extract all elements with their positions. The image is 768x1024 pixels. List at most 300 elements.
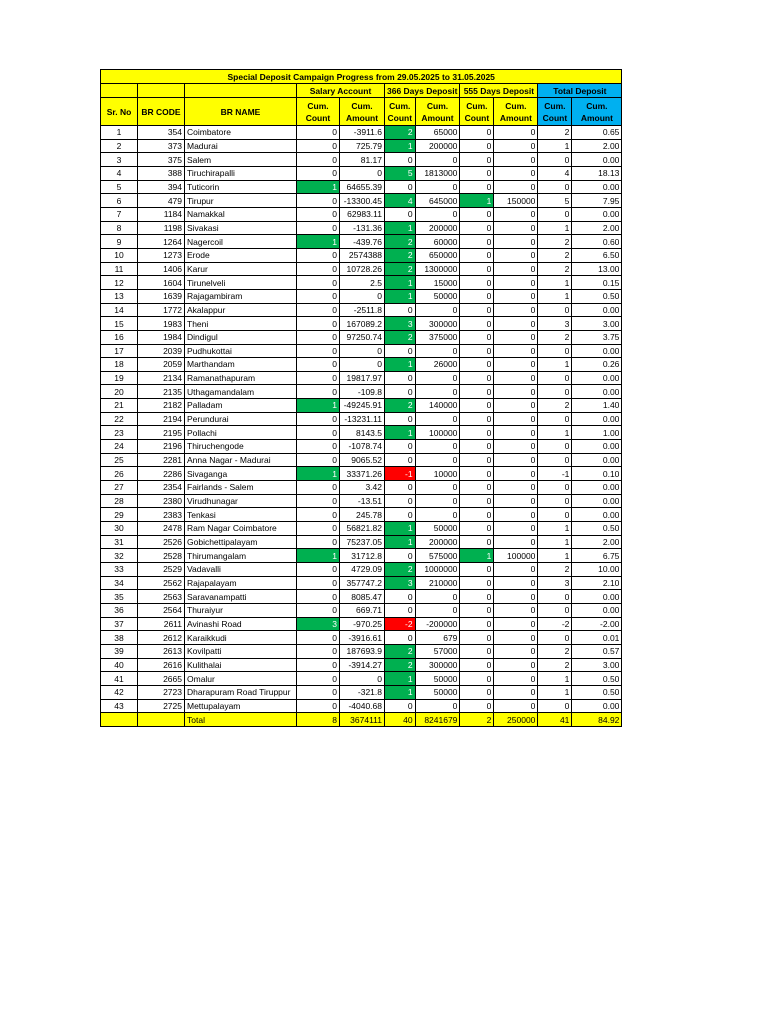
d366-cum-count-cell: 2 [385,330,416,344]
total-cum-amount-cell: 0.00 [572,590,622,604]
br-code-cell: 375 [138,153,185,167]
total-cum-amount-cell: 2.00 [572,221,622,235]
sr-no-cell: 40 [101,658,138,672]
d366-cum-amount-cell: 60000 [415,235,460,249]
d555-cum-amount-cell: 0 [494,426,538,440]
d555-cum-amount-cell: 0 [494,672,538,686]
total-cum-amount-cell: 0.50 [572,289,622,303]
total-cum-count-cell: 3 [538,317,572,331]
sr-no-cell: 1 [101,126,138,140]
d366-cum-amount-cell: 50000 [415,685,460,699]
total-cum-amount-cell: 6.75 [572,549,622,563]
d366-cum-amount-cell: 50000 [415,289,460,303]
table-row [101,235,622,249]
br-code-cell: 1406 [138,262,185,276]
branch-rows [101,126,622,713]
d555-cum-amount-cell: 0 [494,248,538,262]
salary-cum-count-cell: 0 [297,126,340,140]
total-cum-count-cell: 1 [538,221,572,235]
total-cum-amount-cell: 0.50 [572,672,622,686]
salary-cum-amount-cell: -1078.74 [340,440,385,454]
salary-cum-amount-cell: 167089.2 [340,317,385,331]
br-name-cell: Pollachi [185,426,297,440]
salary-cum-count-cell: 0 [297,508,340,522]
d555-cum-amount-cell: 0 [494,207,538,221]
salary-cum-amount-cell: 357747.2 [340,576,385,590]
total-cum-count-cell: 3 [538,576,572,590]
br-code-cell: 2134 [138,371,185,385]
br-name-cell: Virudhunagar [185,494,297,508]
table-row [101,399,622,413]
d555-cum-amount-cell: 0 [494,535,538,549]
salary-cum-count-cell: 0 [297,248,340,262]
d366-cum-amount-cell: 200000 [415,221,460,235]
salary-cum-amount-cell: 64655.39 [340,180,385,194]
sr-no-cell: 25 [101,453,138,467]
salary-cum-amount-cell: 0 [340,358,385,372]
salary-cum-count-cell: 1 [297,235,340,249]
table-row [101,467,622,481]
br-code-cell: 2528 [138,549,185,563]
sr-no-cell: 31 [101,535,138,549]
d366-cum-count-cell: 0 [385,590,416,604]
br-name-cell: Palladam [185,399,297,413]
table-row [101,385,622,399]
br-code-cell: 2195 [138,426,185,440]
sr-no-cell: 33 [101,563,138,577]
d366-cum-amount-cell: 650000 [415,248,460,262]
d555-cum-amount-cell: 0 [494,385,538,399]
d555-cum-amount-cell: 0 [494,262,538,276]
d555-cum-amount-cell: 0 [494,440,538,454]
d555-cum-count-cell: 0 [460,358,494,372]
table-row [101,289,622,303]
555-days-deposit-header: 555 Days Deposit [460,84,538,98]
sr-no-cell: 21 [101,399,138,413]
table-row [101,139,622,153]
d555-cum-amount-cell: 0 [494,494,538,508]
salary-cum-amount-cell: 19817.97 [340,371,385,385]
d555-cum-count-cell: 0 [460,399,494,413]
d366-cum-count-cell: 0 [385,631,416,645]
salary-cum-amount-cell: -13300.45 [340,194,385,208]
br-code-cell: 373 [138,139,185,153]
d555-cum-count-cell: 0 [460,522,494,536]
total-cum-count-cell: -2 [538,617,572,631]
salary-cum-count-cell: 0 [297,699,340,713]
total-cum-count-cell: 0 [538,453,572,467]
d555-cum-count-cell: 0 [460,412,494,426]
salary-cum-amount-cell: 2.5 [340,276,385,290]
d366-cum-amount-cell: 200000 [415,535,460,549]
br-name-cell: Marthandam [185,358,297,372]
total-cum-count-cell: 0 [538,303,572,317]
sr-no-cell: 38 [101,631,138,645]
total-cum-amount-cell: 0.01 [572,631,622,645]
sr-no-cell: 27 [101,481,138,495]
d366-cum-count-cell: 1 [385,139,416,153]
br-code-cell: 354 [138,126,185,140]
salary-cum-amount-cell: 4729.09 [340,563,385,577]
total-cum-count-cell: 0 [538,481,572,495]
blank-header-cell [185,84,297,98]
total-cum-count-cell: 2 [538,563,572,577]
d555-cum-amount-header: Cum. Amount [494,98,538,126]
salary-cum-amount-cell: 9065.52 [340,453,385,467]
d555-cum-amount-cell: 0 [494,453,538,467]
d366-cum-amount-cell: 0 [415,481,460,495]
total-cum-amount-cell: 0.60 [572,235,622,249]
total-cum-count-cell: 1 [538,139,572,153]
br-name-cell: Theni [185,317,297,331]
br-code-cell: 2281 [138,453,185,467]
table-row [101,426,622,440]
total-cum-count-cell: 0 [538,699,572,713]
total-cum-amount-cell: 6.50 [572,248,622,262]
total-cum-amount-cell: 0.00 [572,494,622,508]
salary-cum-amount-cell: 187693.9 [340,644,385,658]
sr-no-cell: 9 [101,235,138,249]
d555-cum-count-cell: 0 [460,180,494,194]
d555-cum-count-cell: 1 [460,549,494,563]
total-cum-count-cell: 1 [538,672,572,686]
total-555-count: 2 [460,713,494,727]
d366-cum-count-cell: 2 [385,262,416,276]
d555-cum-amount-cell: 0 [494,289,538,303]
br-code-cell: 2526 [138,535,185,549]
sr-no-cell: 24 [101,440,138,454]
d555-cum-amount-cell: 0 [494,522,538,536]
total-salary-count: 8 [297,713,340,727]
d366-cum-amount-cell: 100000 [415,426,460,440]
sr-no-cell: 36 [101,603,138,617]
sr-no-cell: 35 [101,590,138,604]
total-cum-amount-cell: 0.00 [572,481,622,495]
br-name-cell: Mettupalayam [185,699,297,713]
d555-cum-count-cell: 0 [460,166,494,180]
salary-cum-amount-cell: 2574388 [340,248,385,262]
salary-cum-amount-cell: 0 [340,672,385,686]
salary-cum-amount-cell: -3911.6 [340,126,385,140]
total-cum-count-cell: 2 [538,644,572,658]
d555-cum-amount-cell: 0 [494,590,538,604]
br-name-cell: Tirupur [185,194,297,208]
salary-cum-amount-cell: 62983.11 [340,207,385,221]
d555-cum-count-cell: 0 [460,426,494,440]
d555-cum-count-cell: 0 [460,644,494,658]
salary-cum-count-cell: 0 [297,276,340,290]
table-row [101,344,622,358]
d555-cum-count-cell: 0 [460,289,494,303]
total-cum-count-cell: 0 [538,631,572,645]
sr-no-cell: 17 [101,344,138,358]
sr-no-cell: 32 [101,549,138,563]
d555-cum-count-cell: 0 [460,221,494,235]
d366-cum-count-cell: 4 [385,194,416,208]
salary-cum-count-cell: 0 [297,207,340,221]
salary-cum-count-cell: 0 [297,440,340,454]
salary-cum-count-cell: 0 [297,153,340,167]
table-row [101,276,622,290]
d366-cum-amount-cell: 210000 [415,576,460,590]
total-cum-count-cell: 0 [538,385,572,399]
salary-cum-count-cell: 1 [297,467,340,481]
d555-cum-amount-cell: 0 [494,576,538,590]
salary-cum-amount-cell: 75237.05 [340,535,385,549]
d555-cum-count-cell: 0 [460,576,494,590]
br-code-cell: 2563 [138,590,185,604]
d555-cum-amount-cell: 0 [494,344,538,358]
d555-cum-amount-cell: 0 [494,221,538,235]
d366-cum-amount-cell: 0 [415,153,460,167]
total-cum-amount-cell: 0.00 [572,303,622,317]
d366-cum-count-cell: 0 [385,153,416,167]
d555-cum-amount-cell: 0 [494,631,538,645]
table-row [101,303,622,317]
d555-cum-count-cell: 0 [460,590,494,604]
d555-cum-amount-cell: 0 [494,399,538,413]
total-cum-count-cell: 1 [538,535,572,549]
salary-cum-amount-cell: 10728.26 [340,262,385,276]
total-555-amount: 250000 [494,713,538,727]
total-cum-amount-cell: 3.75 [572,330,622,344]
total-cum-count-cell: 0 [538,412,572,426]
total-cum-count-cell: 0 [538,344,572,358]
d555-cum-count-cell: 1 [460,194,494,208]
d555-cum-amount-cell: 0 [494,153,538,167]
d555-cum-count-cell: 0 [460,126,494,140]
total-cum-amount-cell: 0.00 [572,440,622,454]
br-name-cell: Ram Nagar Coimbatore [185,522,297,536]
total-cum-amount-header: Cum. Amount [572,98,622,126]
d366-cum-amount-cell: 645000 [415,194,460,208]
total-cum-count-cell: 0 [538,153,572,167]
total-cum-amount-cell: 0.00 [572,603,622,617]
table-row [101,207,622,221]
d555-cum-amount-cell: 0 [494,358,538,372]
d555-cum-count-cell: 0 [460,371,494,385]
salary-cum-count-cell: 0 [297,289,340,303]
br-code-cell: 2194 [138,412,185,426]
d555-cum-amount-cell: 0 [494,644,538,658]
total-cum-amount-cell: 18.13 [572,166,622,180]
salary-cum-count-cell: 0 [297,371,340,385]
table-row [101,330,622,344]
br-code-cell: 1983 [138,317,185,331]
sr-no-cell: 43 [101,699,138,713]
salary-cum-count-cell: 0 [297,344,340,358]
salary-cum-count-cell: 0 [297,590,340,604]
total-cum-amount-cell: 0.57 [572,644,622,658]
d366-cum-amount-cell: 10000 [415,467,460,481]
d555-cum-amount-cell: 0 [494,126,538,140]
table-row [101,658,622,672]
d555-cum-count-cell: 0 [460,467,494,481]
d366-cum-amount-cell: 575000 [415,549,460,563]
sr-no-cell: 34 [101,576,138,590]
br-name-cell: Coimbatore [185,126,297,140]
salary-cum-count-cell: 0 [297,317,340,331]
d366-cum-amount-cell: 0 [415,590,460,604]
sr-no-cell: 26 [101,467,138,481]
d366-cum-count-cell: 0 [385,508,416,522]
d555-cum-amount-cell: 0 [494,303,538,317]
d366-cum-count-cell: 1 [385,221,416,235]
d366-cum-amount-cell: 0 [415,180,460,194]
d555-cum-amount-cell: 0 [494,467,538,481]
total-cum-amount-cell: 3.00 [572,317,622,331]
d555-cum-count-cell: 0 [460,330,494,344]
d366-cum-count-cell: 2 [385,563,416,577]
br-code-cell: 388 [138,166,185,180]
d555-cum-amount-cell: 0 [494,603,538,617]
d555-cum-count-cell: 0 [460,262,494,276]
blank-header-cell [138,84,185,98]
br-name-cell: Tiruchirapalli [185,166,297,180]
br-name-cell: Gobichettipalayam [185,535,297,549]
br-code-cell: 2383 [138,508,185,522]
table-row [101,563,622,577]
total-cum-count-cell: 1 [538,358,572,372]
total-cum-count-cell: 1 [538,685,572,699]
salary-cum-amount-cell: -13.51 [340,494,385,508]
d366-cum-count-cell: 0 [385,303,416,317]
d555-cum-count-cell: 0 [460,207,494,221]
total-deposit-header: Total Deposit [538,84,622,98]
br-code-header: BR CODE [138,98,185,126]
d366-cum-count-cell: 2 [385,126,416,140]
sr-no-cell: 4 [101,166,138,180]
br-name-cell: Akalappur [185,303,297,317]
salary-cum-count-cell: 0 [297,262,340,276]
table-row [101,699,622,713]
d366-cum-count-cell: 3 [385,576,416,590]
br-code-cell: 2613 [138,644,185,658]
salary-cum-amount-cell: 97250.74 [340,330,385,344]
d366-cum-amount-cell: 0 [415,508,460,522]
d555-cum-count-cell: 0 [460,276,494,290]
table-row [101,522,622,536]
table-row [101,358,622,372]
total-cum-count-cell: 0 [538,207,572,221]
br-name-cell: Thirumangalam [185,549,297,563]
sr-no-cell: 13 [101,289,138,303]
salary-cum-count-cell: 0 [297,139,340,153]
d366-cum-count-cell: 2 [385,658,416,672]
d555-cum-amount-cell: 0 [494,276,538,290]
salary-cum-amount-cell: 725.79 [340,139,385,153]
br-name-cell: Namakkal [185,207,297,221]
total-cum-count-cell: 0 [538,494,572,508]
d366-cum-amount-cell: -200000 [415,617,460,631]
d366-cum-amount-cell: 1000000 [415,563,460,577]
d555-cum-count-cell: 0 [460,235,494,249]
table-row [101,549,622,563]
d366-cum-count-cell: 0 [385,549,416,563]
d366-cum-amount-cell: 0 [415,371,460,385]
salary-cum-count-cell: 0 [297,685,340,699]
br-code-cell: 2182 [138,399,185,413]
table-row [101,453,622,467]
table-row [101,262,622,276]
d366-cum-count-cell: 1 [385,685,416,699]
br-code-cell: 2059 [138,358,185,372]
br-name-cell: Karur [185,262,297,276]
br-name-cell: Kulithalai [185,658,297,672]
total-cum-amount-cell: 1.40 [572,399,622,413]
d555-cum-count-cell: 0 [460,139,494,153]
table-row [101,180,622,194]
total-cum-count-cell: 0 [538,371,572,385]
d366-cum-count-cell: 0 [385,385,416,399]
br-code-cell: 2616 [138,658,185,672]
br-code-cell: 1184 [138,207,185,221]
br-name-cell: Avinashi Road [185,617,297,631]
table-row [101,631,622,645]
d366-cum-amount-cell: 1813000 [415,166,460,180]
sr-no-cell: 18 [101,358,138,372]
salary-cum-amount-cell: 669.71 [340,603,385,617]
d555-cum-count-cell: 0 [460,699,494,713]
d366-cum-count-cell: 0 [385,603,416,617]
d366-cum-amount-cell: 50000 [415,672,460,686]
sr-no-cell: 6 [101,194,138,208]
salary-cum-count-cell: 0 [297,412,340,426]
table-row [101,440,622,454]
sr-no-cell: 8 [101,221,138,235]
total-cum-count-cell: 5 [538,194,572,208]
total-cum-amount-cell: 0.15 [572,276,622,290]
d366-cum-amount-cell: 679 [415,631,460,645]
sr-no-cell: 12 [101,276,138,290]
br-code-cell: 2380 [138,494,185,508]
total-cum-count-cell: 2 [538,235,572,249]
d555-cum-amount-cell: 150000 [494,194,538,208]
salary-cum-amount-cell: -321.8 [340,685,385,699]
br-code-cell: 2723 [138,685,185,699]
br-code-cell: 2196 [138,440,185,454]
salary-cum-count-cell: 0 [297,631,340,645]
salary-cum-amount-cell: -49245.91 [340,399,385,413]
d555-cum-count-cell: 0 [460,481,494,495]
total-cum-amount-cell: 0.00 [572,344,622,358]
d366-cum-count-cell: 0 [385,344,416,358]
br-code-cell: 394 [138,180,185,194]
sr-no-cell: 20 [101,385,138,399]
d366-cum-amount-cell: 65000 [415,126,460,140]
br-code-cell: 1264 [138,235,185,249]
d366-cum-count-cell: 0 [385,453,416,467]
br-code-cell: 2286 [138,467,185,481]
total-cum-amount-cell: 0.00 [572,699,622,713]
br-name-cell: Nagercoil [185,235,297,249]
br-name-cell: Thiruchengode [185,440,297,454]
total-cum-amount-cell: 0.26 [572,358,622,372]
salary-cum-count-cell: 0 [297,522,340,536]
salary-cum-amount-cell: 245.78 [340,508,385,522]
d555-cum-count-cell: 0 [460,303,494,317]
d555-cum-amount-cell: 0 [494,481,538,495]
total-cum-amount-cell: 0.00 [572,508,622,522]
d555-cum-amount-cell: 0 [494,685,538,699]
table-row [101,153,622,167]
salary-cum-amount-cell: -3914.27 [340,658,385,672]
d366-cum-count-cell: 0 [385,412,416,426]
br-code-cell: 1273 [138,248,185,262]
blank-header-cell [101,84,138,98]
salary-cum-amount-cell: 0 [340,344,385,358]
total-cum-amount-cell: 0.65 [572,126,622,140]
